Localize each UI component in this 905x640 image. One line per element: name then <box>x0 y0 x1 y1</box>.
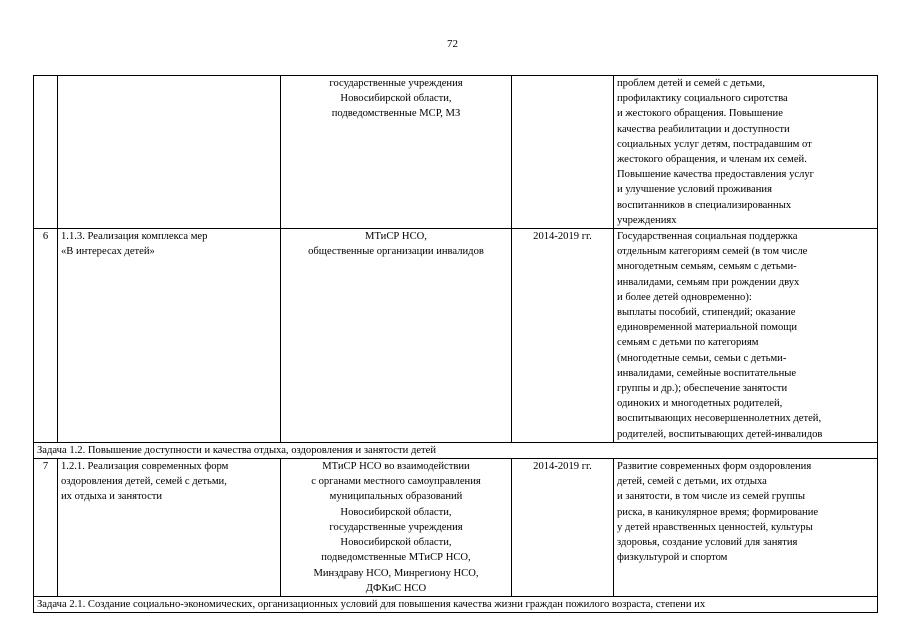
table-row-6 <box>34 229 878 443</box>
cell-num <box>34 76 58 229</box>
cell-executor: государственные учреждения Новосибирской области, подведомственные МСР, МЗ <box>281 76 512 229</box>
table-row-continued <box>34 76 878 229</box>
cell-measure: 1.2.1. Реализация современных форм оздоровления детей, семей с детьми, их отдыха и занятости <box>58 459 281 597</box>
table-row-7 <box>34 459 878 597</box>
cell-num: 6 <box>34 229 58 443</box>
task-row <box>34 596 878 612</box>
cell-term: 2014-2019 гг. <box>512 229 614 443</box>
task-2-1-heading: Задача 2.1. Создание социально-экономических, организационных условий для повышения качества жизни граждан пожилого возраста, степени их <box>34 596 878 612</box>
task-row <box>34 442 878 458</box>
cell-result: проблем детей и семей с детьми, профилактику социального сиротства и жестокого обращения. Повышение качества реабилитации и доступности социальных услуг детям, пострадавшим от жестокого обращения, и членам их семей. Повышение качества предоставления услуг и улучшение условий проживания воспитанников в специализированных учреждениях <box>614 76 878 229</box>
cell-num: 7 <box>34 459 58 597</box>
cell-measure: 1.1.3. Реализация комплекса мер «В интересах детей» <box>58 229 281 443</box>
task-1-2-heading: Задача 1.2. Повышение доступности и качества отдыха, оздоровления и занятости детей <box>34 442 878 458</box>
cell-term <box>512 76 614 229</box>
measures-table <box>33 75 878 613</box>
cell-executor: МТиСР НСО во взаимодействии с органами местного самоуправления муниципальных образований Новосибирской области, государственные учреждения Новосибирской области, подведомственные МТиСР НСО, Минздраву НСО, Минрегиону НСО, ДФКиС НСО <box>281 459 512 597</box>
cell-term: 2014-2019 гг. <box>512 459 614 597</box>
cell-measure <box>58 76 281 229</box>
page-number: 72 <box>447 38 458 50</box>
cell-result: Государственная социальная поддержка отдельным категориям семей (в том числе многодетным семьям, семьям с детьми- инвалидами, семьям при рождении двух и более детей одновременно): выплаты пособий, стипендий; оказание единовременной материальной помощи семьям с детьми по категориям (многодетные семьи, семьи с детьми- инвалидами, семейные воспитательные группы и др.); обеспечение занятости одиноких и многодетных родителей, воспитывающих несовершеннолетних детей, родителей, воспитывающих детей-инвалидов <box>614 229 878 443</box>
cell-result: Развитие современных форм оздоровления детей, семей с детьми, их отдыха и занятости, в том числе из семей группы риска, в каникулярное время; формирование у детей нравственных ценностей, культуры здоровья, создание условий для занятия физкультурой и спортом <box>614 459 878 597</box>
cell-executor: МТиСР НСО, общественные организации инвалидов <box>281 229 512 443</box>
